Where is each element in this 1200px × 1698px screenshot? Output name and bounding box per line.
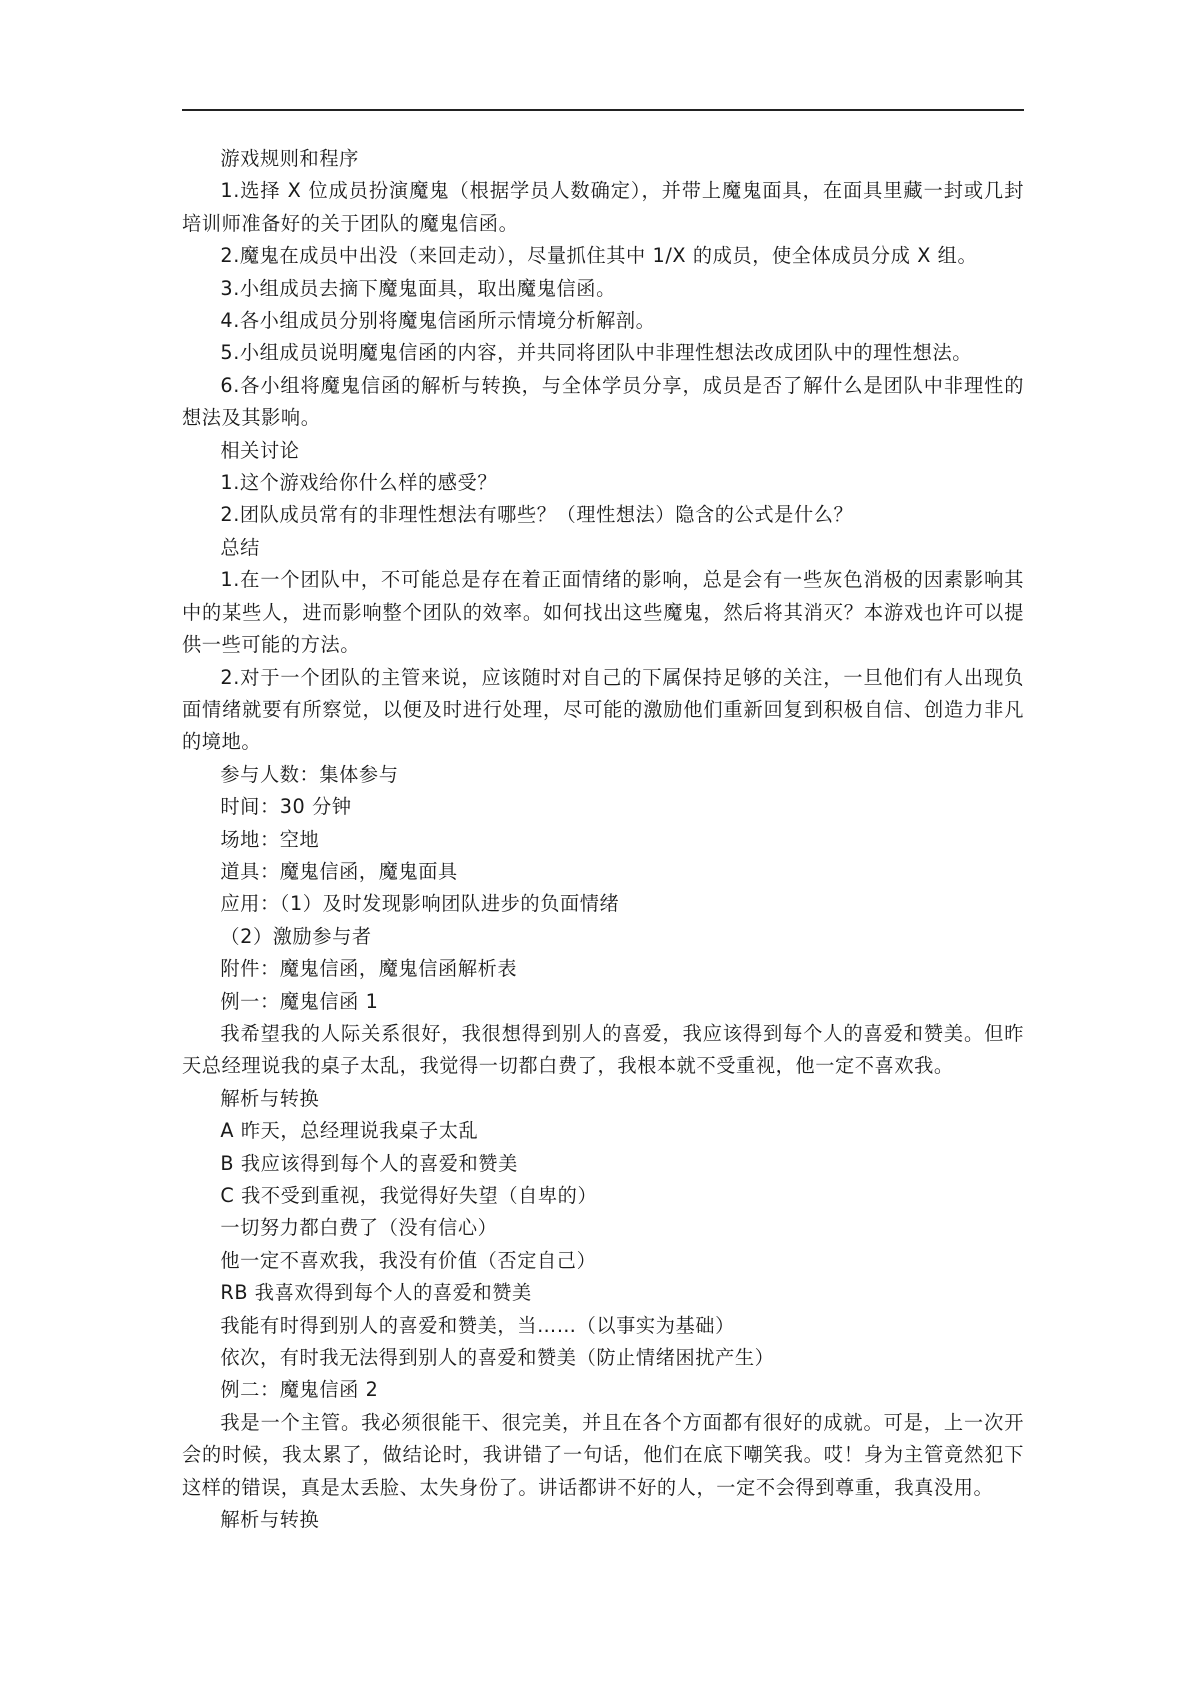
discussion-question-2: 2.团队成员常有的非理性想法有哪些？（理性想法）隐含的公式是什么？ [220, 503, 854, 527]
discussion-question-1: 1.这个游戏给你什么样的感受？ [220, 471, 498, 495]
example-2-heading: 例二：魔鬼信函 2 [220, 1378, 379, 1402]
info-time: 时间：30 分钟 [220, 795, 352, 819]
summary-point-1: 1.在一个团队中，不可能总是存在着正面情绪的影响，总是会有一些灰色消极的因素影响其中的某些人，进而影响整个团队的效率。如何找出这些魔鬼，然后将其消灭？本游戏也许可以提供一些可能的方法。 [182, 568, 1024, 657]
info-venue: 场地：空地 [220, 827, 320, 851]
analysis-line-c2: 一切努力都白费了（没有信心） [220, 1216, 498, 1240]
info-props: 道具：魔鬼信函，魔鬼面具 [220, 859, 458, 883]
example-1-heading: 例一：魔鬼信函 1 [220, 989, 379, 1013]
rule-step-4: 4.各小组成员分别将魔鬼信函所示情境分析解剖。 [220, 309, 656, 333]
header-rule [182, 109, 1024, 111]
section-heading-discussion: 相关讨论 [220, 438, 300, 462]
section-heading-summary: 总结 [220, 535, 260, 559]
info-attachment: 附件：魔鬼信函，魔鬼信函解析表 [220, 957, 518, 981]
document-body [182, 143, 1024, 1536]
rule-step-3: 3.小组成员去摘下魔鬼面具，取出魔鬼信函。 [220, 276, 616, 300]
analysis-line-a: A 昨天，总经理说我桌子太乱 [220, 1119, 479, 1143]
analysis-line-c: C 我不受到重视，我觉得好失望（自卑的） [220, 1184, 598, 1207]
rule-step-5: 5.小组成员说明魔鬼信函的内容，并共同将团队中非理性想法改成团队中的理性想法。 [220, 341, 973, 365]
analysis-line-rb2: 我能有时得到别人的喜爱和赞美，当……（以事实为基础） [220, 1313, 735, 1337]
rule-step-2: 2.魔鬼在成员中出没（来回走动），尽量抓住其中 1/X 的成员，使全体成员分成 X 组。 [220, 244, 978, 268]
section-heading-rules: 游戏规则和程序 [220, 147, 359, 170]
summary-point-2: 2.对于一个团队的主管来说，应该随时对自己的下属保持足够的关注，一旦他们有人出现负面情绪就要有所察觉，以便及时进行处理，尽可能的激励他们重新回复到积极自信、创造力非凡的境地。 [182, 665, 1024, 754]
rule-step-6: 6.各小组将魔鬼信函的解析与转换，与全体学员分享，成员是否了解什么是团队中非理性的想法及其影响。 [182, 373, 1024, 430]
example-2-letter: 我是一个主管。我必须很能干、很完美，并且在各个方面都有很好的成就。可是，上一次开会的时候，我太累了，做结论时，我讲错了一句话，他们在底下嘲笑我。哎！身为主管竟然犯下这样的错误，真是太丢脸、太失身份了。讲话都讲不好的人，一定不会得到尊重，我真没用。 [182, 1410, 1024, 1499]
info-application-1: 应用：（1）及时发现影响团队进步的负面情绪 [220, 892, 620, 916]
analysis-line-c3: 他一定不喜欢我，我没有价值（否定自己） [220, 1248, 597, 1272]
analysis-line-rb: RB 我喜欢得到每个人的喜爱和赞美 [220, 1281, 532, 1305]
info-application-2: （2）激励参与者 [220, 924, 372, 948]
example-1-analysis-heading: 解析与转换 [220, 1086, 320, 1110]
example-2-analysis-heading: 解析与转换 [220, 1508, 320, 1532]
analysis-line-b: B 我应该得到每个人的喜爱和赞美 [220, 1151, 518, 1175]
info-participants: 参与人数：集体参与 [220, 762, 399, 786]
analysis-line-rb3: 依次，有时我无法得到别人的喜爱和赞美（防止情绪困扰产生） [220, 1346, 775, 1370]
example-1-letter: 我希望我的人际关系很好，我很想得到别人的喜爱，我应该得到每个人的喜爱和赞美。但昨天总经理说我的桌子太乱，我觉得一切都白费了，我根本就不受重视，他一定不喜欢我。 [182, 1021, 1024, 1078]
rule-step-1: 1.选择 X 位成员扮演魔鬼（根据学员人数确定），并带上魔鬼面具，在面具里藏一封或几封培训师准备好的关于团队的魔鬼信函。 [182, 179, 1024, 235]
